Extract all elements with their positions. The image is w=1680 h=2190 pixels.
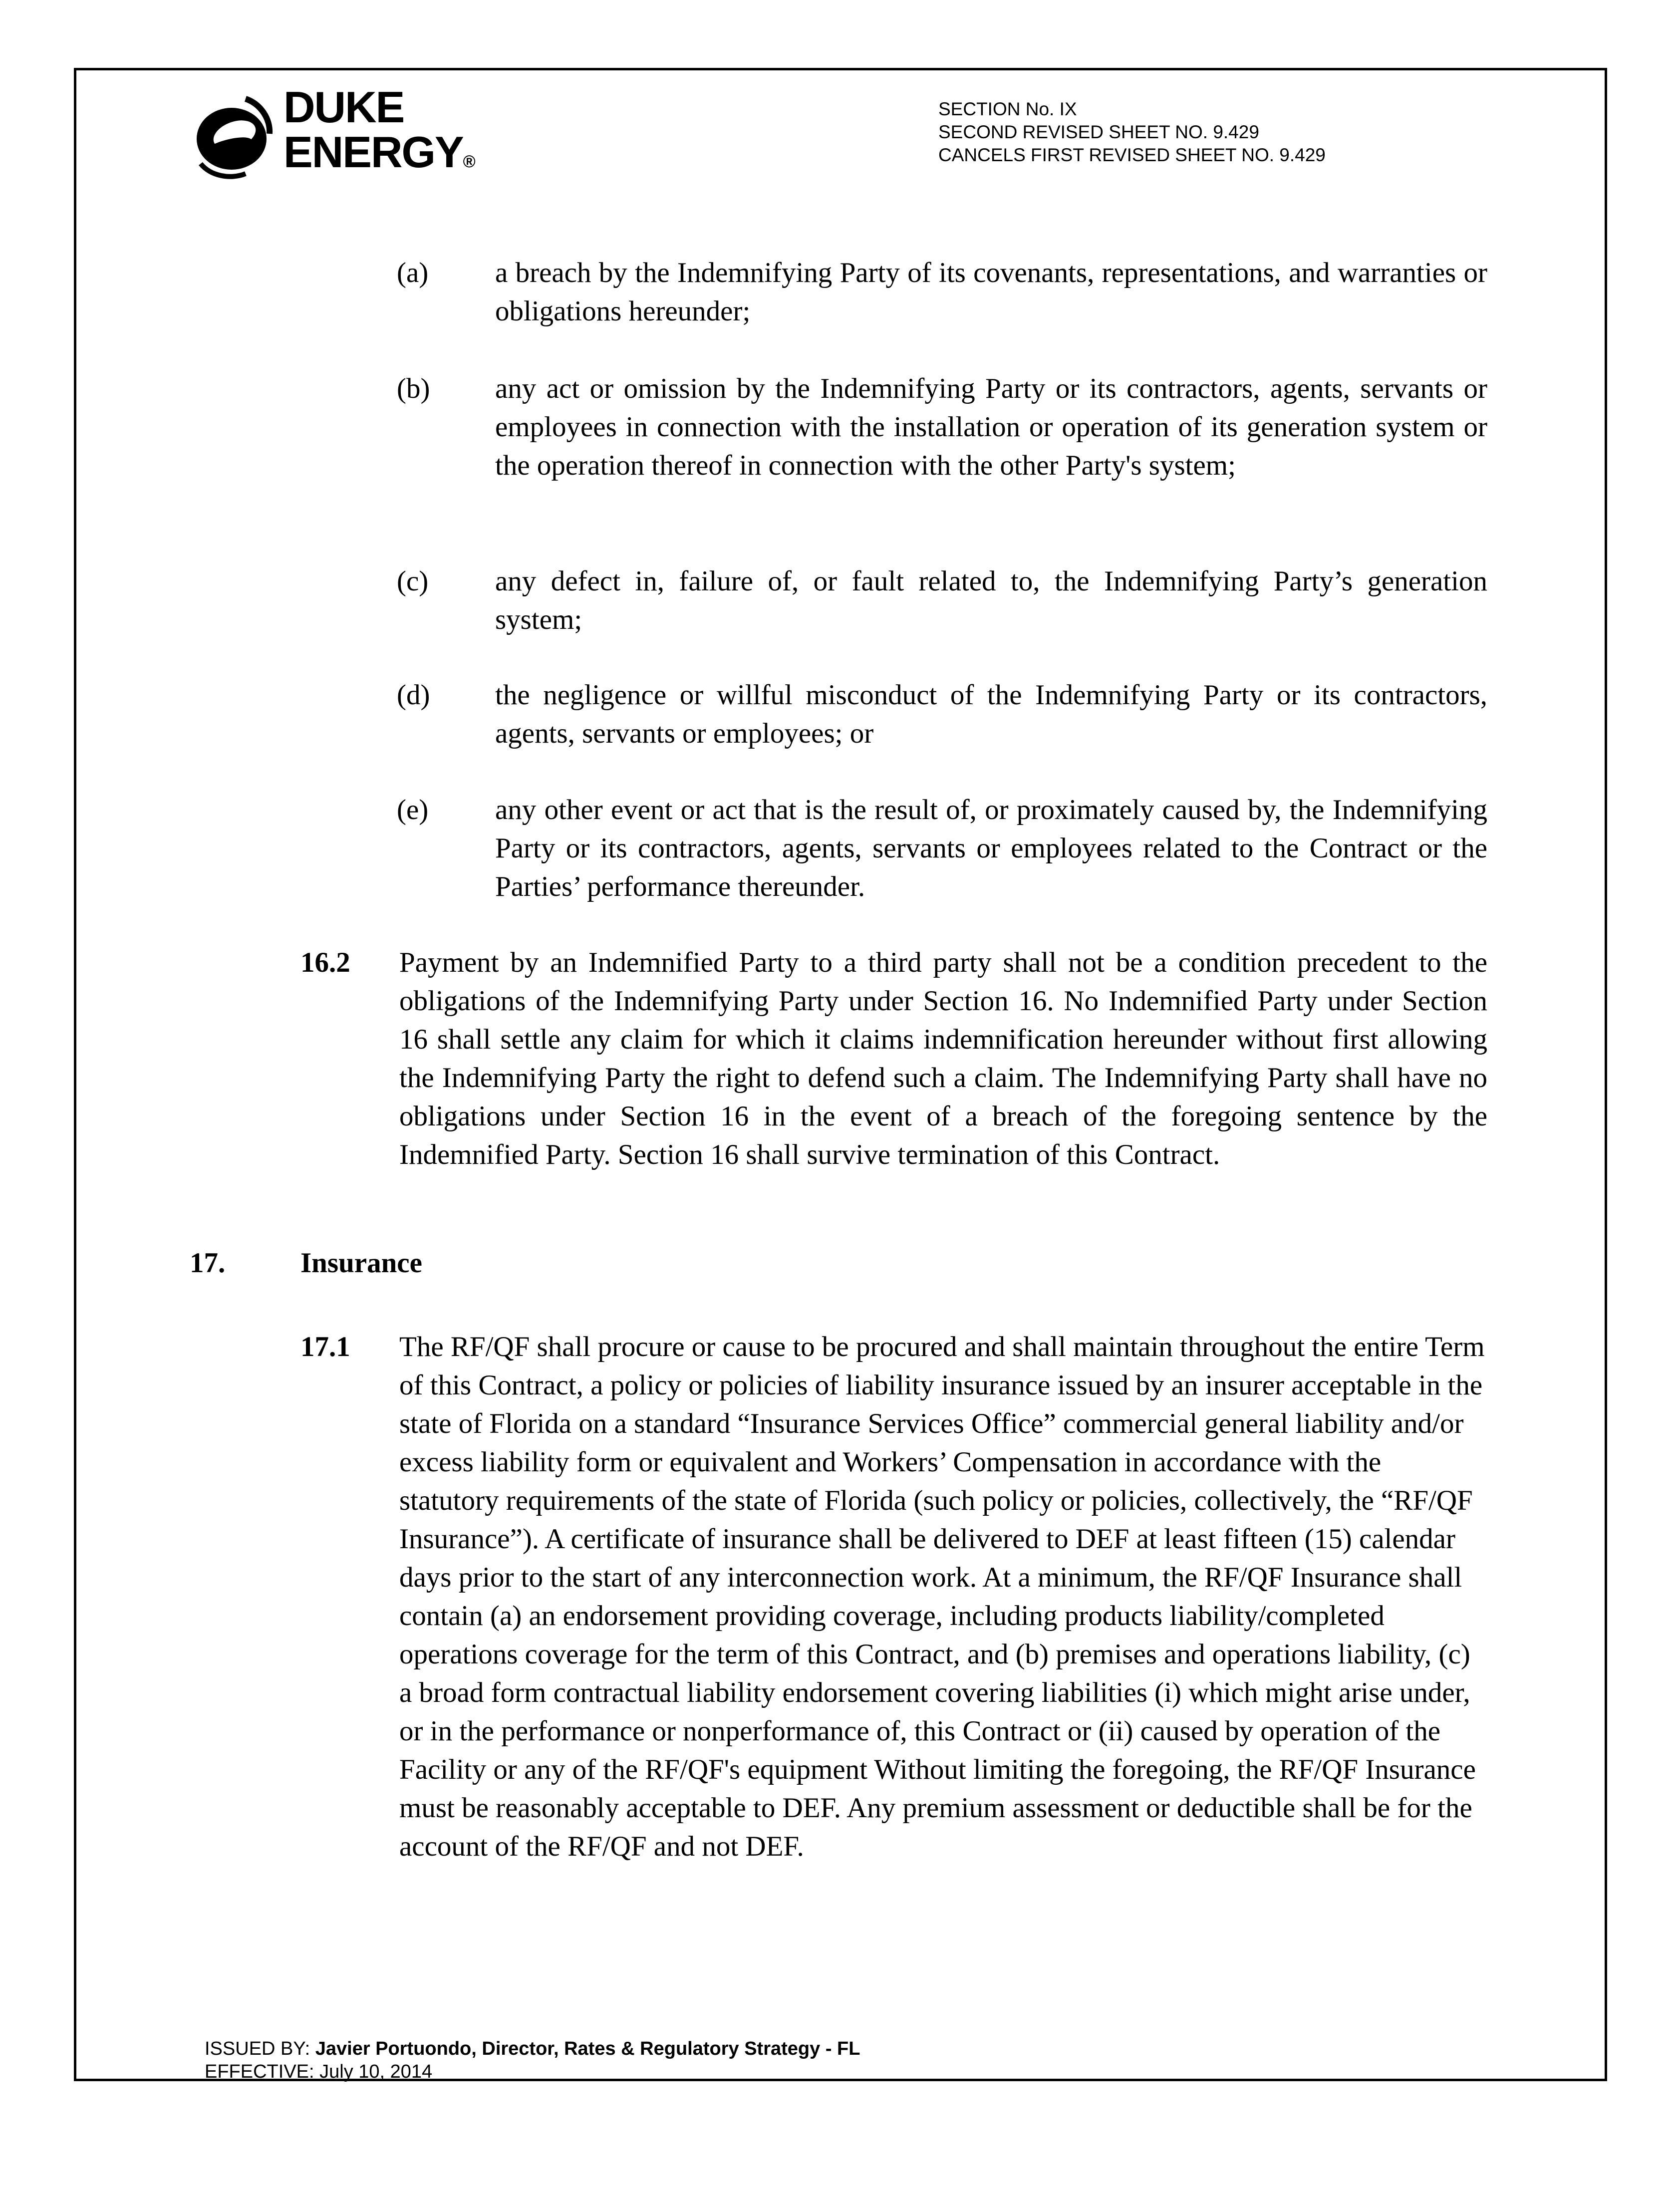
item-label-b: (b) — [397, 373, 430, 404]
item-text-e: any other event or act that is the result of, or proximately caused by, the Indemnifying Party or its contractors, agents, servants or employees related to the Contract or the Parties’ performance thereunder. — [495, 794, 1487, 902]
section-17-1-text: The RF/QF shall procure or cause to be procured and shall maintain throughout the entire Term of this Contract, a policy or policies of liability insurance issued by an insurer acceptable in the state of Florida on a standard “Insurance Services Office” commercial general liability and/or excess liability form or equivalent and Workers’ Compensation in accordance with the statutory requirements of the state of Florida (such policy or policies, collectively, the “RF/QF Insurance”). A certificate of insurance shall be delivered to DEF at least fifteen (15) calendar days prior to the start of any interconnection work. At a minimum, the RF/QF Insurance shall contain (a) an endorsement providing coverage, including products liability/completed operations coverage for the term of this Contract, and (b) premises and operations liability, (c) a broad form contractual liability endorsement covering liabilities (i) which might arise under, or in the performance or nonperformance of, this Contract or (ii) caused by operation of the Facility or any of the RF/QF's equipment Without limiting the foregoing, the RF/QF Insurance must be reasonably acceptable to DEF. Any premium assessment or deductible shall be for the account of the RF/QF and not DEF. — [399, 1331, 1485, 1862]
section-17-title: Insurance — [300, 1247, 422, 1279]
header-sheet: SECOND REVISED SHEET NO. 9.429 — [938, 122, 1259, 142]
registered-mark: ® — [463, 152, 475, 171]
item-text-d: the negligence or willful misconduct of the Indemnifying Party or its contractors, agents, servants or employees; or — [495, 679, 1487, 749]
issued-by-value: Javier Portuondo, Director, Rates & Regulatory Strategy - FL — [315, 2038, 860, 2059]
item-label-d: (d) — [397, 679, 430, 711]
logo-line-energy: ENERGY® — [283, 127, 475, 177]
section-16-2-label: 16.2 — [300, 947, 350, 978]
item-label-a: (a) — [397, 257, 429, 288]
effective-value: July 10, 2014 — [319, 2061, 433, 2082]
effective-line — [205, 2060, 860, 2083]
item-text-a: a breach by the Indemnifying Party of its covenants, representations, and warranties or obligations hereunder; — [495, 257, 1487, 327]
sheet-footer — [205, 2037, 860, 2083]
logo-line-duke: DUKE — [283, 82, 404, 132]
item-label-e: (e) — [397, 794, 429, 825]
section-17-1-label: 17.1 — [300, 1331, 350, 1363]
issued-by-line — [205, 2037, 860, 2060]
header-section: SECTION No. IX — [938, 99, 1077, 119]
header-cancels: CANCELS FIRST REVISED SHEET NO. 9.429 — [938, 145, 1326, 165]
item-label-c: (c) — [397, 565, 429, 597]
issued-by-label: ISSUED BY: — [205, 2038, 310, 2059]
item-text-b: any act or omission by the Indemnifying Party or its contractors, agents, servants or employees in connection with the installation or operation of its generation system or the operation thereof in connection with the other Party's system; — [495, 373, 1487, 481]
item-text-c: any defect in, failure of, or fault related to, the Indemnifying Party’s generation system; — [495, 565, 1487, 635]
section-17-number: 17. — [190, 1247, 226, 1279]
section-16-2-text: Payment by an Indemnified Party to a third party shall not be a condition precedent to the obligations of the Indemnifying Party under Section 16. No Indemnified Party under Section 16 shall settle any claim for which it claims indemnification hereunder without first allowing the Indemnifying Party the right to defend such a claim. The Indemnifying Party shall have no obligations under Section 16 in the event of a breach of the foregoing sentence by the Indemnified Party. Section 16 shall survive termination of this Contract. — [399, 947, 1487, 1170]
effective-label: EFFECTIVE: — [205, 2061, 314, 2082]
